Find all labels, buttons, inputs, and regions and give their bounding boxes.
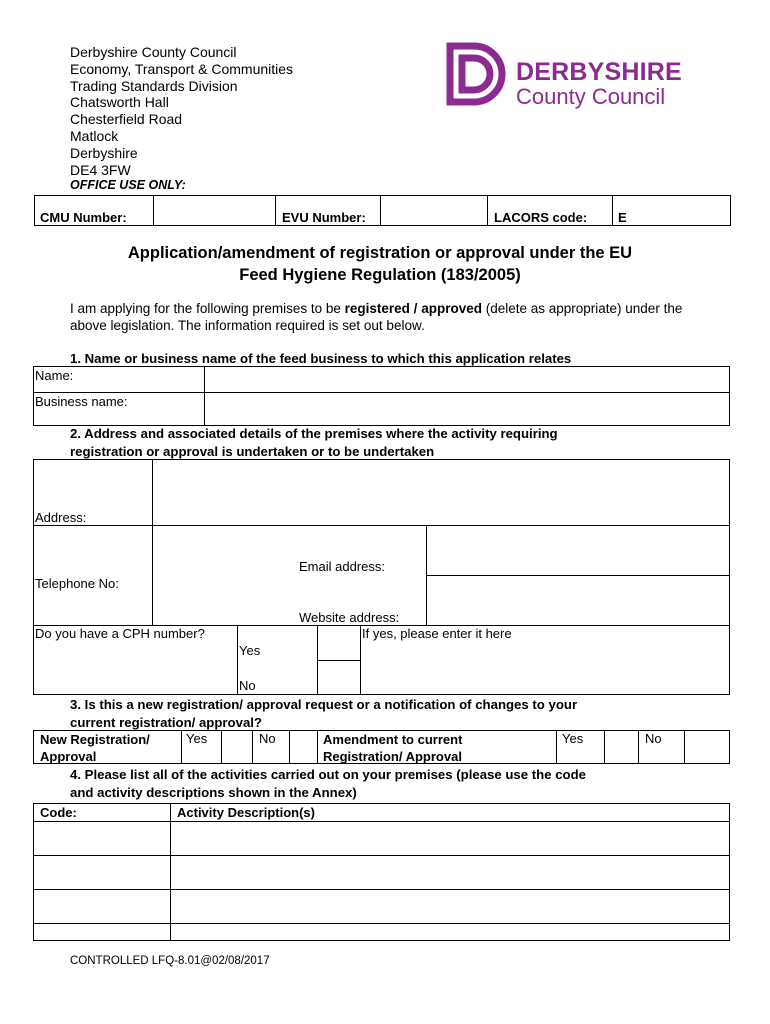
code-field[interactable] [34,822,169,854]
section-2-heading-line: 2. Address and associated details of the premises where the activity requiring [70,426,558,441]
new-registration-text: Approval [40,749,97,764]
address-line: Matlock [70,127,119,144]
amend-no-checkbox[interactable] [685,731,729,763]
cph-number-field[interactable] [361,644,729,694]
section-4-heading-line: and activity descriptions shown in the Annex) [70,784,357,800]
cmu-number-field[interactable] [154,196,274,225]
new-yes-checkbox[interactable] [222,731,251,763]
name-label: Name: [35,368,74,383]
address-line: DE4 3FW [70,161,131,178]
telephone-label: Telephone No: [35,576,119,591]
activity-field[interactable] [171,890,729,922]
cmu-number-label: CMU Number: [40,210,127,225]
logo-text-county-council: County Council [516,84,666,109]
section-2-heading [70,425,558,460]
cph-no-checkbox[interactable] [318,661,359,694]
amendment-label [323,731,462,765]
email-field[interactable] [427,526,729,574]
amend-yes-label: Yes [562,731,584,746]
business-name-label: Business name: [35,394,128,409]
sender-address [70,44,293,178]
intro-text: I am applying for the following premises to be [70,301,345,316]
activity-field[interactable] [171,822,729,854]
cph-enter-label: If yes, please enter it here [362,626,512,641]
cph-yes-checkbox[interactable] [318,626,359,659]
address-field[interactable] [153,460,729,524]
council-logo-icon [444,42,512,106]
amendment-text: Amendment to current [323,732,463,747]
code-field[interactable] [34,924,169,940]
logo-text-derbyshire: DERBYSHIRE [516,58,682,86]
section-2-heading-line: registration or approval is undertaken or to be undertaken [70,443,435,459]
form-title-line: Application/amendment of registration or approval under the EU [127,244,633,262]
evu-number-label: EVU Number: [282,210,366,225]
section-4-heading [70,766,586,801]
document-control-footer: CONTROLLED LFQ-8.01@02/08/2017 [70,955,270,967]
address-line: Trading Standards Division [70,77,238,94]
address-line: Chesterfield Road [70,111,183,128]
new-yes-label: Yes [186,731,208,746]
approved-option[interactable]: approved [421,301,482,316]
address-line: Derbyshire County Council [70,44,237,60]
address-line: Chatsworth Hall [70,94,169,111]
business-name-field[interactable] [205,393,729,425]
intro-paragraph [70,300,710,334]
section-3-heading-line: 3. Is this a new registration/ approval request or a notification of changes to your [70,697,578,712]
office-use-label: OFFICE USE ONLY: [70,178,186,192]
new-no-label: No [259,731,276,746]
code-field[interactable] [34,856,169,888]
section-4-heading-line: 4. Please list all of the activities carried out on your premises (please use the code [70,767,586,782]
lacors-code-field[interactable]: E [618,210,627,225]
cph-no-label: No [239,678,256,693]
amendment-text: Registration/ Approval [323,749,462,764]
email-label: Email address: [299,559,385,574]
cph-question-label: Do you have a CPH number? [35,626,205,641]
new-registration-text: New Registration/ [40,732,150,747]
code-field[interactable] [34,890,169,922]
lacors-code-label: LACORS code: [494,210,588,225]
amend-yes-checkbox[interactable] [605,731,637,763]
new-no-checkbox[interactable] [290,731,316,763]
address-line: Derbyshire [70,144,138,161]
activity-column-header: Activity Description(s) [177,805,315,820]
intro-slash: / [409,301,422,316]
activity-field[interactable] [171,924,729,940]
form-title-line: Feed Hygiene Regulation (183/2005) [239,266,521,284]
code-column-header: Code: [40,805,77,820]
name-field[interactable] [205,367,729,392]
telephone-field[interactable] [153,526,293,624]
section-3-heading-line: current registration/ approval? [70,714,262,730]
amend-no-label: No [645,731,662,746]
registered-option[interactable]: registered [344,301,410,316]
form-title [40,242,720,286]
address-label: Address: [35,510,87,525]
intro-text: (delete as appropriate) under the above legislation. The information required is set out below. [70,301,683,333]
address-line: Economy, Transport & Communities [70,60,294,77]
activity-field[interactable] [171,856,729,888]
evu-number-field[interactable] [381,196,486,225]
cph-yes-label: Yes [239,643,261,658]
section-3-heading [70,696,577,731]
section-1-heading: 1. Name or business name of the feed business to which this application relates [70,351,572,366]
website-label: Website address: [299,610,400,625]
website-field[interactable] [427,576,729,624]
new-registration-label [40,731,150,765]
